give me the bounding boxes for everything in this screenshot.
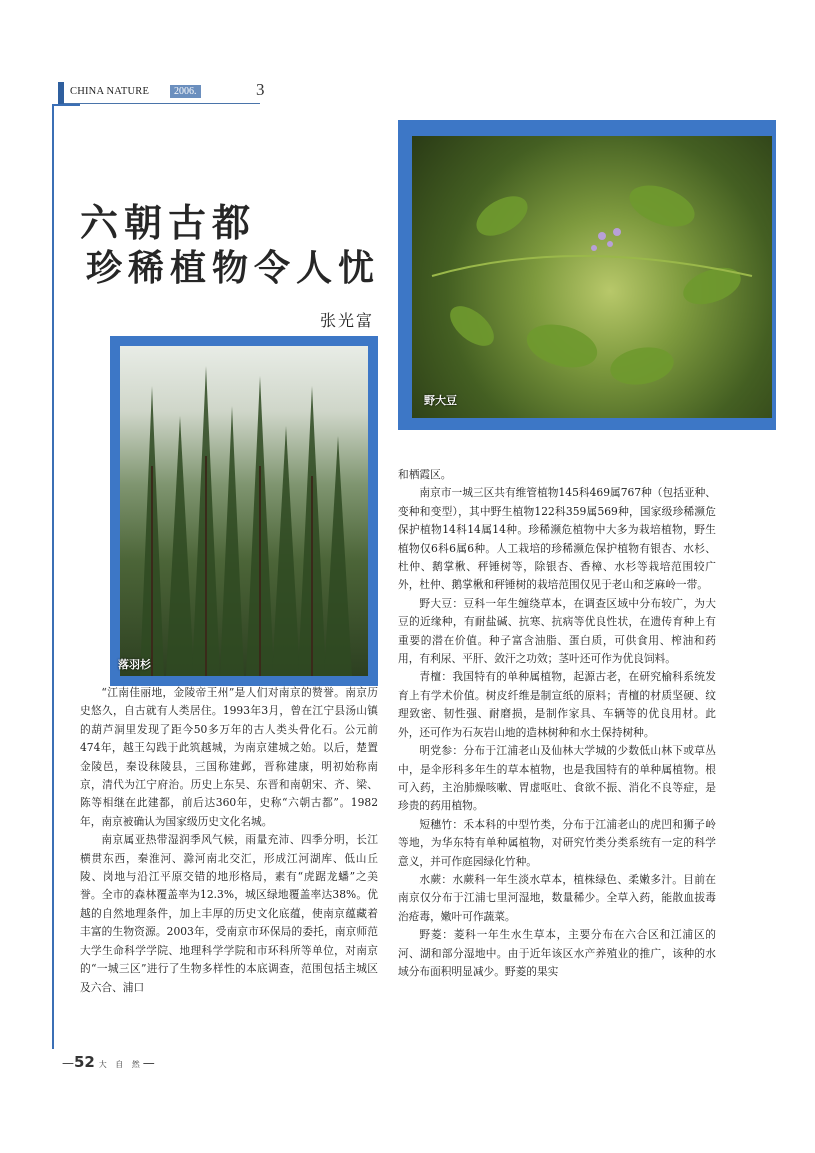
- paragraph-ceratopteris: 水蕨：水蕨科一年生淡水草本，植株绿色、柔嫩多汁。目前在南京仅分布于江浦七里河湿地，数量稀少。全草入药，能散血拔毒治疮毒，嫩叶可作蔬菜。: [398, 872, 716, 923]
- photo-bald-cypress: [110, 336, 378, 686]
- photo-wild-soybean: [398, 120, 776, 430]
- photo-caption-wild-soybean: 野大豆: [424, 394, 457, 407]
- article-column-right: [398, 466, 716, 981]
- paragraph-continuation: 和栖霞区。: [398, 468, 452, 481]
- paragraph-pteroceltis: 青檀：我国特有的单种属植物，起源古老，在研究榆科系统发育上有学术价值。树皮纤维是制宣纸的原料；青檀的材质坚硬、纹理致密、韧性强、耐磨损，是制作家具、车辆等的优良用材。此外，还可作为石灰岩山地的造林树种和水土保持树种。: [398, 670, 716, 739]
- issue-number: 3: [256, 80, 265, 99]
- header-accent-bar: [58, 82, 64, 104]
- paragraph: “江南佳丽地，金陵帝王州”是人们对南京的赞誉。南京历史悠久，自古就有人类居住。1993年3月，曾在江宁县汤山镇的葫芦洞里发现了距今50多万年的古人类头骨化石。公元前474年，越王勾践于此筑越城，为南京建城之始。以后，楚置金陵邑，秦设秣陵县，三国称建邺，晋称建康，明初始称南京，清代为江宁府治。历史上东吴、东晋和南朝宋、齐、梁、陈等相继在此建都，前后达360年，史称“六朝古都”。1982年，南京被确认为国家级历史文化名城。: [80, 686, 378, 828]
- paragraph-brachystachyum: 短穗竹：禾本科的中型竹类，分布于江浦老山的虎凹和狮子岭等地，为华东特有单种属植物，对研究竹类分类系统有一定的科学意义，并可作庭园绿化竹种。: [398, 817, 716, 868]
- page-frame-left: [52, 104, 54, 1049]
- article-author: 张光富: [320, 311, 375, 330]
- page-footer: —52 大 自 然—: [62, 1053, 155, 1071]
- magazine-name: CHINA NATURE: [70, 86, 150, 97]
- photo-bald-cypress-image: [120, 346, 368, 676]
- tree-illustration: [120, 346, 368, 676]
- page-frame-top: [52, 104, 80, 106]
- footer-magazine-name: 大 自 然: [98, 1060, 143, 1069]
- article-title-line1: 六朝古都: [80, 201, 257, 245]
- paragraph-changium: 明党参：分布于江浦老山及仙林大学城的少数低山林下或草丛中，是伞形科多年生的草本植物，也是我国特有的单种属植物。根可入药，主治肺燥咳嗽、胃虚呕吐、食欲不振、消化不良等症，是珍贵的药用植物。: [398, 744, 716, 813]
- photo-caption-bald-cypress: 落羽杉: [118, 658, 151, 671]
- paragraph-wild-soybean: 野大豆：豆科一年生缠绕草本，在调查区域中分布较广，为大豆的近缘种，有耐盐碱、抗寒、抗病等优良性状，在遗传育种上有重要的潜在价值。种子富含油脂、蛋白质，可供食用、榨油和药用，有利尿、平肝、敛汗之功效；茎叶还可作为优良饲料。: [398, 596, 716, 666]
- paragraph-trapa: 野菱：菱科一年生水生草本，主要分布在六合区和江浦区的河、湖和部分湿地中。由于近年该区水产养殖业的推广，该种的水域分布面积明显减少。野菱的果实: [398, 928, 716, 978]
- paragraph: 南京市一城三区共有维管植物145科469属767种（包括亚种、变种和变型），其中野生植物122科359属569种，国家级珍稀濒危保护植物14科14属14种。珍稀濒危植物中大多为栽培植物，野生植物仅6科6属6种。人工栽培的珍稀濒危保护植物有银杏、水杉、杜仲、鹅掌楸、秤锤树等，除银杏、香樟、水杉等栽培范围较广外，杜仲、鹅掌楸和秤锤树的栽培范围仅见于老山和芝麻岭一带。: [398, 486, 716, 592]
- header-rule: [64, 103, 260, 104]
- issue-date: 2006.: [170, 85, 201, 98]
- photo-wild-soybean-image: [412, 136, 772, 418]
- paragraph: 南京属亚热带湿润季风气候，雨量充沛、四季分明，长江横贯东西，秦淮河、滁河南北交汇，形成江河湖库、低山丘陵、岗地与沿江平原交错的地形格局，素有“虎踞龙蟠”之美誉。全市的森林覆盖率为12.3%，城区绿地覆盖率达38%。优越的自然地理条件，加上丰厚的历史文化底蕴，使南京蕴藏着丰富的生物资源。2003年，受南京市环保局的委托，南京师范大学生命科学学院、地理科学学院和市环科所等单位，对南京的“一城三区”进行了生物多样性的本底调查，范围包括主城区及六合、浦口: [80, 833, 378, 994]
- leaf-illustration: [412, 136, 772, 418]
- article-title-line2: 珍稀植物令人忧: [86, 248, 381, 289]
- article-column-left: [80, 684, 378, 997]
- page-number: 52: [74, 1053, 95, 1071]
